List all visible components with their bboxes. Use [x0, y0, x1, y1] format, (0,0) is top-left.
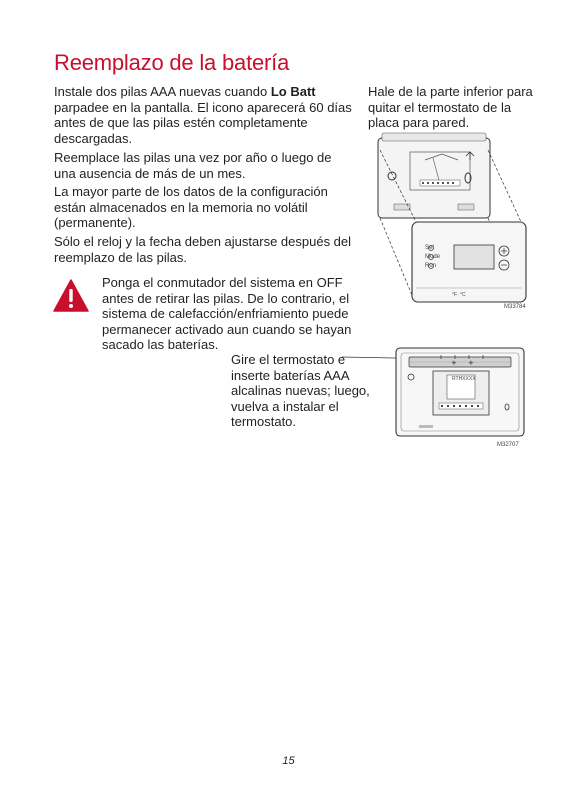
run-button-label: Run: [425, 263, 437, 269]
svg-text:+: +: [468, 359, 474, 367]
unit-label-c: °C: [460, 292, 466, 298]
set-button-label: Set: [425, 245, 435, 251]
battery-insert-instructions: Gire el termostato e inserte baterías AAA alcalinas nuevas; luego, vuelva a instalar el termostato.: [231, 352, 370, 429]
svg-text:+: +: [451, 359, 457, 367]
clock-date-paragraph: Sólo el reloj y la fecha deben ajustarse después del reemplazo de las pilas.: [54, 234, 352, 265]
memory-paragraph: La mayor parte de los datos de la configuración están almacenados en la memoria no volátil (permanente).: [54, 184, 328, 230]
battery-compartment-figure: [393, 345, 528, 445]
intro-paragraph: [54, 84, 354, 146]
page-number: 15: [282, 755, 295, 767]
intro-text-after: parpadee en la pantalla. El icono aparecerá 60 días antes de que las pilas estén completamente descargadas.: [54, 99, 352, 146]
intro-text-before: Instale dos pilas AAA nuevas cuando: [54, 84, 271, 99]
figure2-code: M32707: [497, 442, 519, 448]
warning-icon: [53, 279, 89, 312]
mode-button-label: Mode: [425, 254, 441, 260]
thermostat-removal-figure: [370, 130, 530, 320]
lo-batt-label: Lo Batt: [270, 84, 316, 99]
figure1-code: M33784: [504, 304, 526, 310]
page-title: Reemplazo de la batería: [54, 50, 290, 75]
unit-label-f: °F: [452, 292, 458, 298]
warning-text: Ponga el conmutador del sistema en OFF antes de retirar las pilas. De lo contrario, el sistema de calefacción/enfriamiento puede permanecer activado aun cuando se hayan sacado las baterías.: [102, 275, 352, 352]
model-label: RTHXXXX: [452, 376, 476, 382]
remove-instructions: Hale de la parte inferior para quitar el termostato de la placa para pared.: [368, 84, 533, 130]
replace-yearly-paragraph: Reemplace las pilas una vez por año o luego de una ausencia de más de un mes.: [54, 150, 332, 181]
